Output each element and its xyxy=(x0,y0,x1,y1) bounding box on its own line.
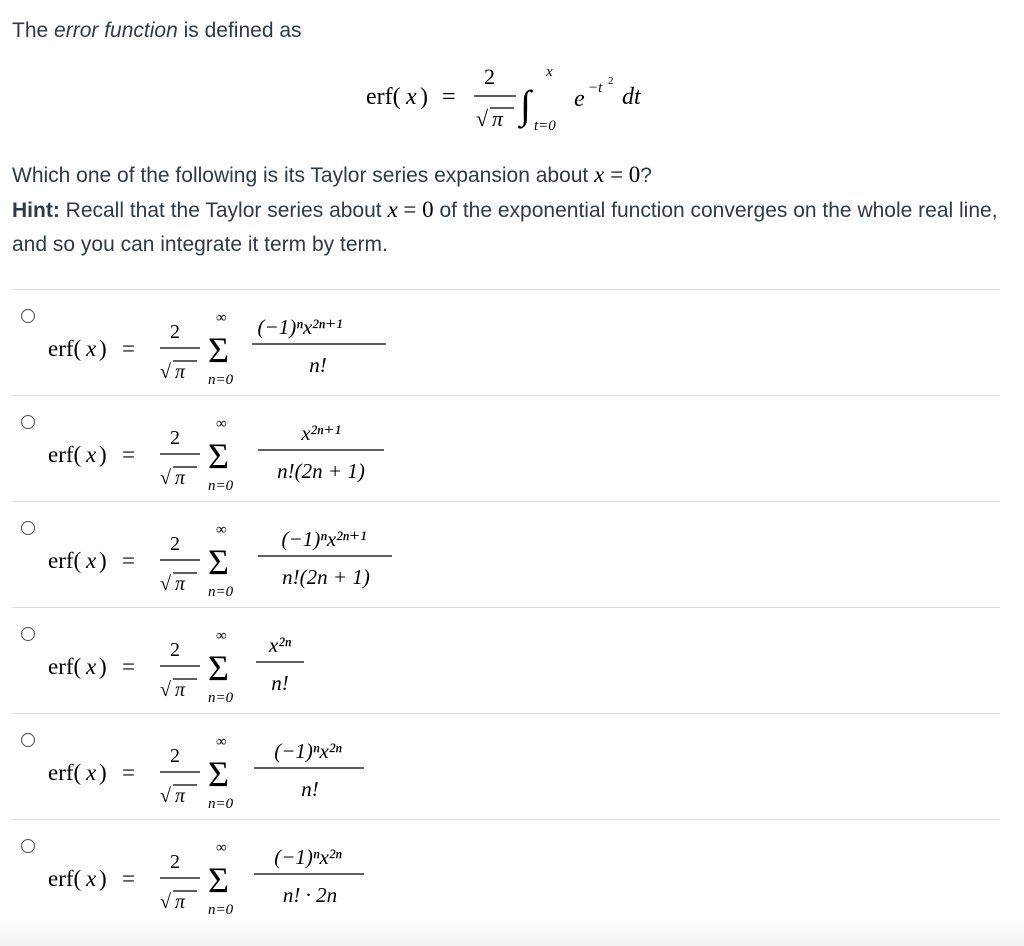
formula-lhs: erf( xyxy=(48,760,82,785)
sum-upper: ∞ xyxy=(216,840,227,856)
answer-list xyxy=(12,289,1000,929)
question-text-before: Which one of the following is its Taylor series expansion about xyxy=(12,164,595,187)
coef-numerator: 2 xyxy=(170,321,180,343)
sum-sigma: Σ xyxy=(208,648,229,688)
coef-pi: π xyxy=(175,891,186,913)
sum-upper: ∞ xyxy=(216,734,227,750)
sum-upper: ∞ xyxy=(216,310,227,326)
coef-numerator: 2 xyxy=(170,851,180,873)
page-bottom-shade xyxy=(0,918,1024,946)
formula-rparen: ) xyxy=(99,654,107,679)
coef-sqrt: √ xyxy=(160,785,171,807)
answer-option[interactable] xyxy=(12,395,1000,501)
term-numerator: x²ⁿ xyxy=(268,633,292,657)
def-sqrt: √ xyxy=(476,106,489,131)
sum-sigma: Σ xyxy=(208,754,229,794)
def-numerator: 2 xyxy=(484,64,495,89)
def-exponent-power: 2 xyxy=(608,75,614,87)
coef-pi: π xyxy=(175,679,186,701)
coef-pi: π xyxy=(175,361,186,383)
formula-equals: = xyxy=(122,866,135,891)
answer-formula xyxy=(42,616,462,706)
answer-formula xyxy=(42,722,462,812)
coef-sqrt: √ xyxy=(160,467,171,489)
hint-equals: = xyxy=(397,197,423,222)
formula-var: x xyxy=(86,548,97,573)
formula-var: x xyxy=(86,654,97,679)
sum-upper: ∞ xyxy=(216,416,227,432)
formula-lhs: erf( xyxy=(48,442,82,467)
coef-numerator: 2 xyxy=(170,639,180,661)
def-upper-limit: x xyxy=(546,64,553,80)
sum-lower: n=0 xyxy=(208,372,234,388)
term-denominator: n!(2n + 1) xyxy=(277,459,365,483)
sum-upper: ∞ xyxy=(216,522,227,538)
sum-upper: ∞ xyxy=(216,628,227,644)
answer-option[interactable] xyxy=(12,289,1000,395)
def-equals: = xyxy=(442,84,456,110)
formula-rparen: ) xyxy=(99,336,107,361)
intro-emphasis: error function xyxy=(54,19,178,42)
formula-equals: = xyxy=(122,654,135,679)
formula-var: x xyxy=(86,336,97,361)
intro-prefix: The xyxy=(12,19,55,42)
coef-numerator: 2 xyxy=(170,745,180,767)
formula-lhs: erf( xyxy=(48,866,82,891)
term-denominator: n!(2n + 1) xyxy=(282,565,370,589)
question-var: x xyxy=(594,162,605,187)
answer-formula xyxy=(42,828,462,918)
answer-option[interactable] xyxy=(12,501,1000,607)
radio-button[interactable] xyxy=(21,415,35,429)
hint-text-before: Recall that the Taylor series about xyxy=(59,199,388,222)
def-pi: π xyxy=(492,106,504,131)
sum-sigma: Σ xyxy=(208,542,229,582)
sum-lower: n=0 xyxy=(208,902,234,918)
coef-sqrt: √ xyxy=(160,573,171,595)
formula-rparen: ) xyxy=(99,548,107,573)
hint-var: x xyxy=(387,197,398,222)
question-equals: = xyxy=(604,162,629,187)
sum-lower: n=0 xyxy=(208,690,234,706)
formula-var: x xyxy=(86,442,97,467)
erf-definition-equation xyxy=(366,58,666,138)
formula-rparen: ) xyxy=(99,866,107,891)
intro-suffix: is defined as xyxy=(177,19,302,42)
formula-rparen: ) xyxy=(99,760,107,785)
radio-button[interactable] xyxy=(21,733,35,747)
formula-lhs: erf( xyxy=(48,654,82,679)
def-lhs: erf( xyxy=(366,84,401,110)
formula-equals: = xyxy=(122,760,135,785)
answer-formula xyxy=(42,404,462,494)
intro-text xyxy=(12,17,302,45)
def-exponent: −t xyxy=(588,80,603,96)
radio-button[interactable] xyxy=(21,839,35,853)
sum-lower: n=0 xyxy=(208,796,234,812)
sum-lower: n=0 xyxy=(208,478,234,494)
coef-pi: π xyxy=(175,573,186,595)
term-denominator: n! · 2n xyxy=(282,883,338,907)
answer-option[interactable] xyxy=(12,713,1000,819)
term-numerator: (−1)ⁿx²ⁿ⁺¹ xyxy=(281,527,367,551)
question-text-after: ? xyxy=(640,164,652,187)
coef-sqrt: √ xyxy=(160,361,171,383)
coef-sqrt: √ xyxy=(160,679,171,701)
term-numerator: (−1)ⁿx²ⁿ xyxy=(274,845,342,869)
formula-equals: = xyxy=(122,442,135,467)
hint-zero: 0 xyxy=(422,197,434,222)
hint-label: Hint: xyxy=(12,199,60,222)
sum-sigma: Σ xyxy=(208,860,229,900)
term-numerator: (−1)ⁿx²ⁿ xyxy=(274,739,342,763)
formula-var: x xyxy=(86,866,97,891)
def-lower-limit: t=0 xyxy=(534,118,556,134)
formula-rparen: ) xyxy=(99,442,107,467)
coef-pi: π xyxy=(175,785,186,807)
formula-equals: = xyxy=(122,548,135,573)
formula-lhs: erf( xyxy=(48,548,82,573)
def-integral: ∫ xyxy=(520,82,531,127)
sum-sigma: Σ xyxy=(208,330,229,370)
answer-option[interactable] xyxy=(12,607,1000,713)
term-numerator: (−1)ⁿx²ⁿ⁺¹ xyxy=(257,315,343,339)
coef-sqrt: √ xyxy=(160,891,171,913)
term-denominator: n! xyxy=(271,671,289,695)
radio-button[interactable] xyxy=(21,309,35,323)
answer-option[interactable] xyxy=(12,819,1000,929)
term-denominator: n! xyxy=(301,777,319,801)
def-base: e xyxy=(574,86,585,112)
formula-equals: = xyxy=(122,336,135,361)
question-block xyxy=(12,158,1002,262)
sum-lower: n=0 xyxy=(208,584,234,600)
def-differential: dt xyxy=(622,84,641,110)
coef-pi: π xyxy=(175,467,186,489)
question-text xyxy=(12,158,1002,193)
coef-numerator: 2 xyxy=(170,533,180,555)
term-numerator: x²ⁿ⁺¹ xyxy=(301,421,341,445)
formula-var: x xyxy=(86,760,97,785)
hint-text xyxy=(12,193,1002,262)
formula-lhs: erf( xyxy=(48,336,82,361)
question-zero: 0 xyxy=(628,162,641,187)
radio-button[interactable] xyxy=(21,627,35,641)
coef-numerator: 2 xyxy=(170,427,180,449)
radio-button[interactable] xyxy=(21,521,35,535)
term-denominator: n! xyxy=(309,353,327,377)
sum-sigma: Σ xyxy=(208,436,229,476)
def-var: x xyxy=(406,84,417,110)
def-rparen: ) xyxy=(420,84,428,110)
erf-definition-svg xyxy=(366,58,666,138)
hint-text-after: of the exponential function converges on the whole real line, and so you can integrate it term by term. xyxy=(12,199,998,256)
answer-formula xyxy=(42,298,462,388)
answer-formula xyxy=(42,510,462,600)
